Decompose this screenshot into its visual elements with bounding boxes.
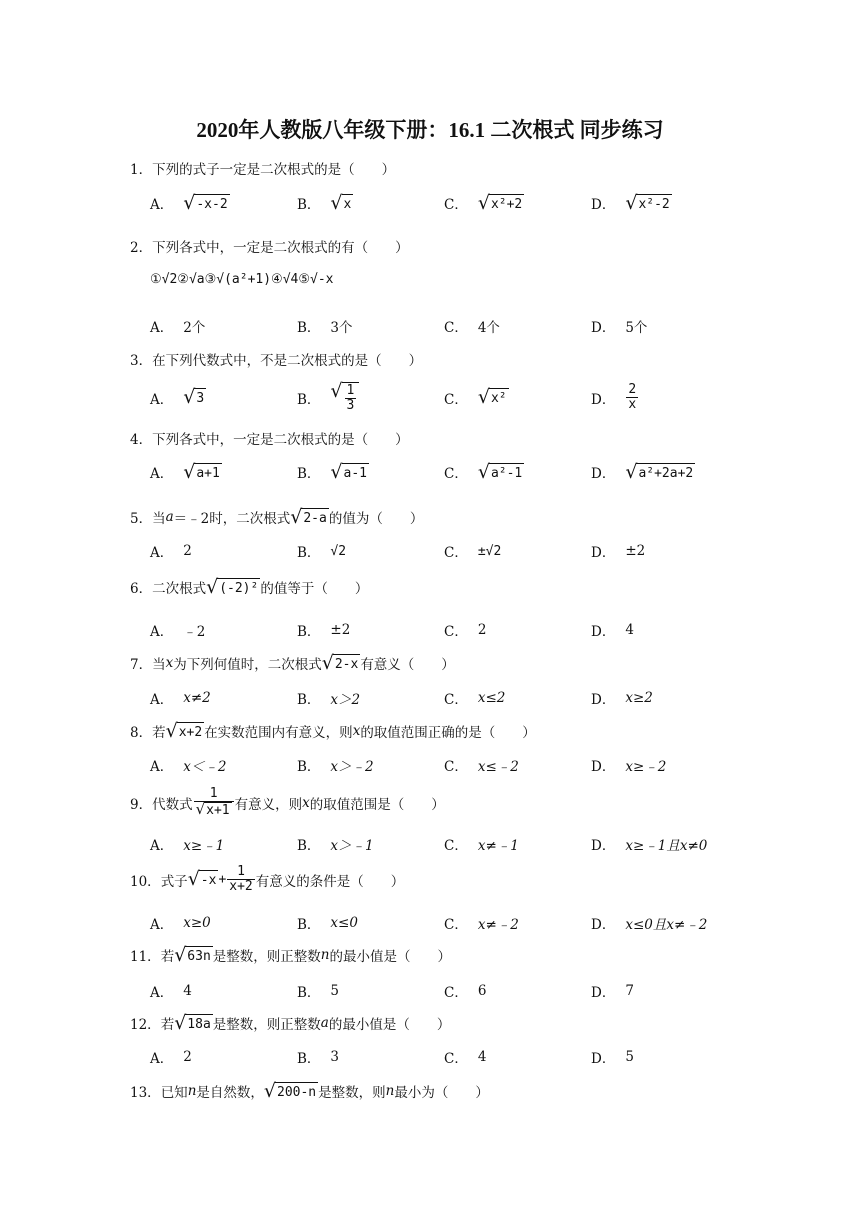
option-b: B． √ $\frac{1}{3}$ xyxy=(297,382,444,414)
option-a: A． 2个 xyxy=(150,320,206,336)
question-2: 2． 下列各式中，一定是二次根式的有（ ） xyxy=(130,240,409,256)
options-9 xyxy=(150,834,790,854)
options-10 xyxy=(150,913,790,933)
options-3 xyxy=(150,382,790,414)
option-a: A． 2 xyxy=(150,1049,192,1067)
question-1: 1． 下列的式子一定是二次根式的是（ ） xyxy=(130,162,396,178)
question-8: 8． 若 √ x+2 在实数范围内有意义，则 x 的取值范围正确的是（ ） xyxy=(130,719,536,742)
option-d: D． x≥﹣2 xyxy=(591,759,667,775)
option-b: B． 3个 xyxy=(297,320,353,336)
option-c: C． x≤﹣2 xyxy=(444,759,519,775)
q2-items: ①√2②√a③√(a²+1)④√4⑤√-x xyxy=(150,272,334,287)
option-c: C． √ x² xyxy=(444,386,507,409)
option-a: A． x≥﹣1 xyxy=(150,838,225,854)
option-c: C． √ x²+2 xyxy=(444,191,523,214)
option-b: B． x＞2 xyxy=(297,692,361,708)
option-a: A． 2 xyxy=(150,543,192,561)
option-a: A． 4 xyxy=(150,983,192,1001)
question-11: 11． 若 √ 63n 是整数，则正整数 n 的最小值是（ ） xyxy=(130,943,451,966)
option-d: D． √ x²-2 xyxy=(591,191,670,214)
question-6: 6． 二次根式 √ (-2)² 的值等于（ ） xyxy=(130,575,369,598)
options-12 xyxy=(150,1047,790,1067)
option-c: C． 6 xyxy=(444,983,487,1001)
option-a: A． x≥0 xyxy=(150,915,211,933)
question-3: 3． 在下列代数式中，不是二次根式的是（ ） xyxy=(130,353,423,369)
option-c: C． x≠﹣1 xyxy=(444,838,519,854)
option-a: A． x＜﹣2 xyxy=(150,759,227,775)
option-a: A． √ a+1 xyxy=(150,460,220,483)
fraction: $\frac{1}{x+2}$ xyxy=(229,864,253,895)
option-b: B． x＞﹣2 xyxy=(297,759,374,775)
option-b: B． 5 xyxy=(297,983,340,1001)
option-a: A． x≠2 xyxy=(150,690,211,708)
option-a: A． √ 3 xyxy=(150,386,205,409)
option-a: A． √ -x-2 xyxy=(150,191,228,214)
option-c: C． 4个 xyxy=(444,320,500,336)
page-title: 2020年人教版八年级下册：16.1 二次根式 同步练习 xyxy=(196,118,664,142)
fraction: 1 √ x+1 xyxy=(194,787,234,819)
option-c: C． √ a²-1 xyxy=(444,460,523,483)
options-6 xyxy=(150,620,790,640)
option-d: D． x≥2 xyxy=(591,690,653,708)
options-2 xyxy=(150,316,790,336)
option-b: B． ±2 xyxy=(297,622,351,640)
question-12: 12． 若 √ 18a 是整数，则正整数 a 的最小值是（ ） xyxy=(130,1011,451,1034)
option-b: B． x＞﹣1 xyxy=(297,838,374,854)
option-c: C． x≤2 xyxy=(444,690,506,708)
option-d: D． 5 xyxy=(591,1049,634,1067)
options-5 xyxy=(150,541,790,561)
question-9: 9． 代数式 1 √ x+1 有意义，则 x 的取值范围是（ ） xyxy=(130,786,445,819)
option-c: C． 4 xyxy=(444,1049,487,1067)
option-d: D． 5个 xyxy=(591,320,648,336)
option-c: C． x≠﹣2 xyxy=(444,917,519,933)
options-1 xyxy=(150,193,790,213)
option-a: A． ﹣2 xyxy=(150,624,206,640)
option-b: B． √ x xyxy=(297,191,352,214)
option-c: C． ±√2 xyxy=(444,543,502,561)
option-d: D． x≥﹣1且x≠0 xyxy=(591,838,708,854)
option-b: B． x≤0 xyxy=(297,915,358,933)
option-c: C． 2 xyxy=(444,622,487,640)
option-d: D． x≤0且x≠﹣2 xyxy=(591,917,708,933)
option-d: D． $\frac{2}{x}$ xyxy=(591,382,637,413)
option-d: D． 7 xyxy=(591,983,634,1001)
option-d: D． ±2 xyxy=(591,543,646,561)
options-8 xyxy=(150,755,790,775)
question-13: 13． 已知 n 是自然数， √ 200-n 是整数，则 n 最小为（ ） xyxy=(130,1079,489,1102)
options-11 xyxy=(150,981,790,1001)
question-5: 5． 当 a ＝﹣2时，二次根式 √ 2-a 的值为（ ） xyxy=(130,505,424,528)
options-4 xyxy=(150,462,790,482)
option-d: D． √ a²+2a+2 xyxy=(591,460,694,483)
question-4: 4． 下列各式中，一定是二次根式的是（ ） xyxy=(130,432,409,448)
option-b: B． √ a-1 xyxy=(297,460,368,483)
options-7 xyxy=(150,688,790,708)
question-10: 10． 式子 √ -x + $\frac{1}{x+2}$ 有意义的条件是（ ） xyxy=(130,864,405,895)
question-7: 7． 当 x 为下列何值时，二次根式 √ 2-x 有意义（ ） xyxy=(130,651,455,674)
option-b: B． 3 xyxy=(297,1049,340,1067)
option-b: B． √2 xyxy=(297,543,347,561)
option-d: D． 4 xyxy=(591,622,634,640)
